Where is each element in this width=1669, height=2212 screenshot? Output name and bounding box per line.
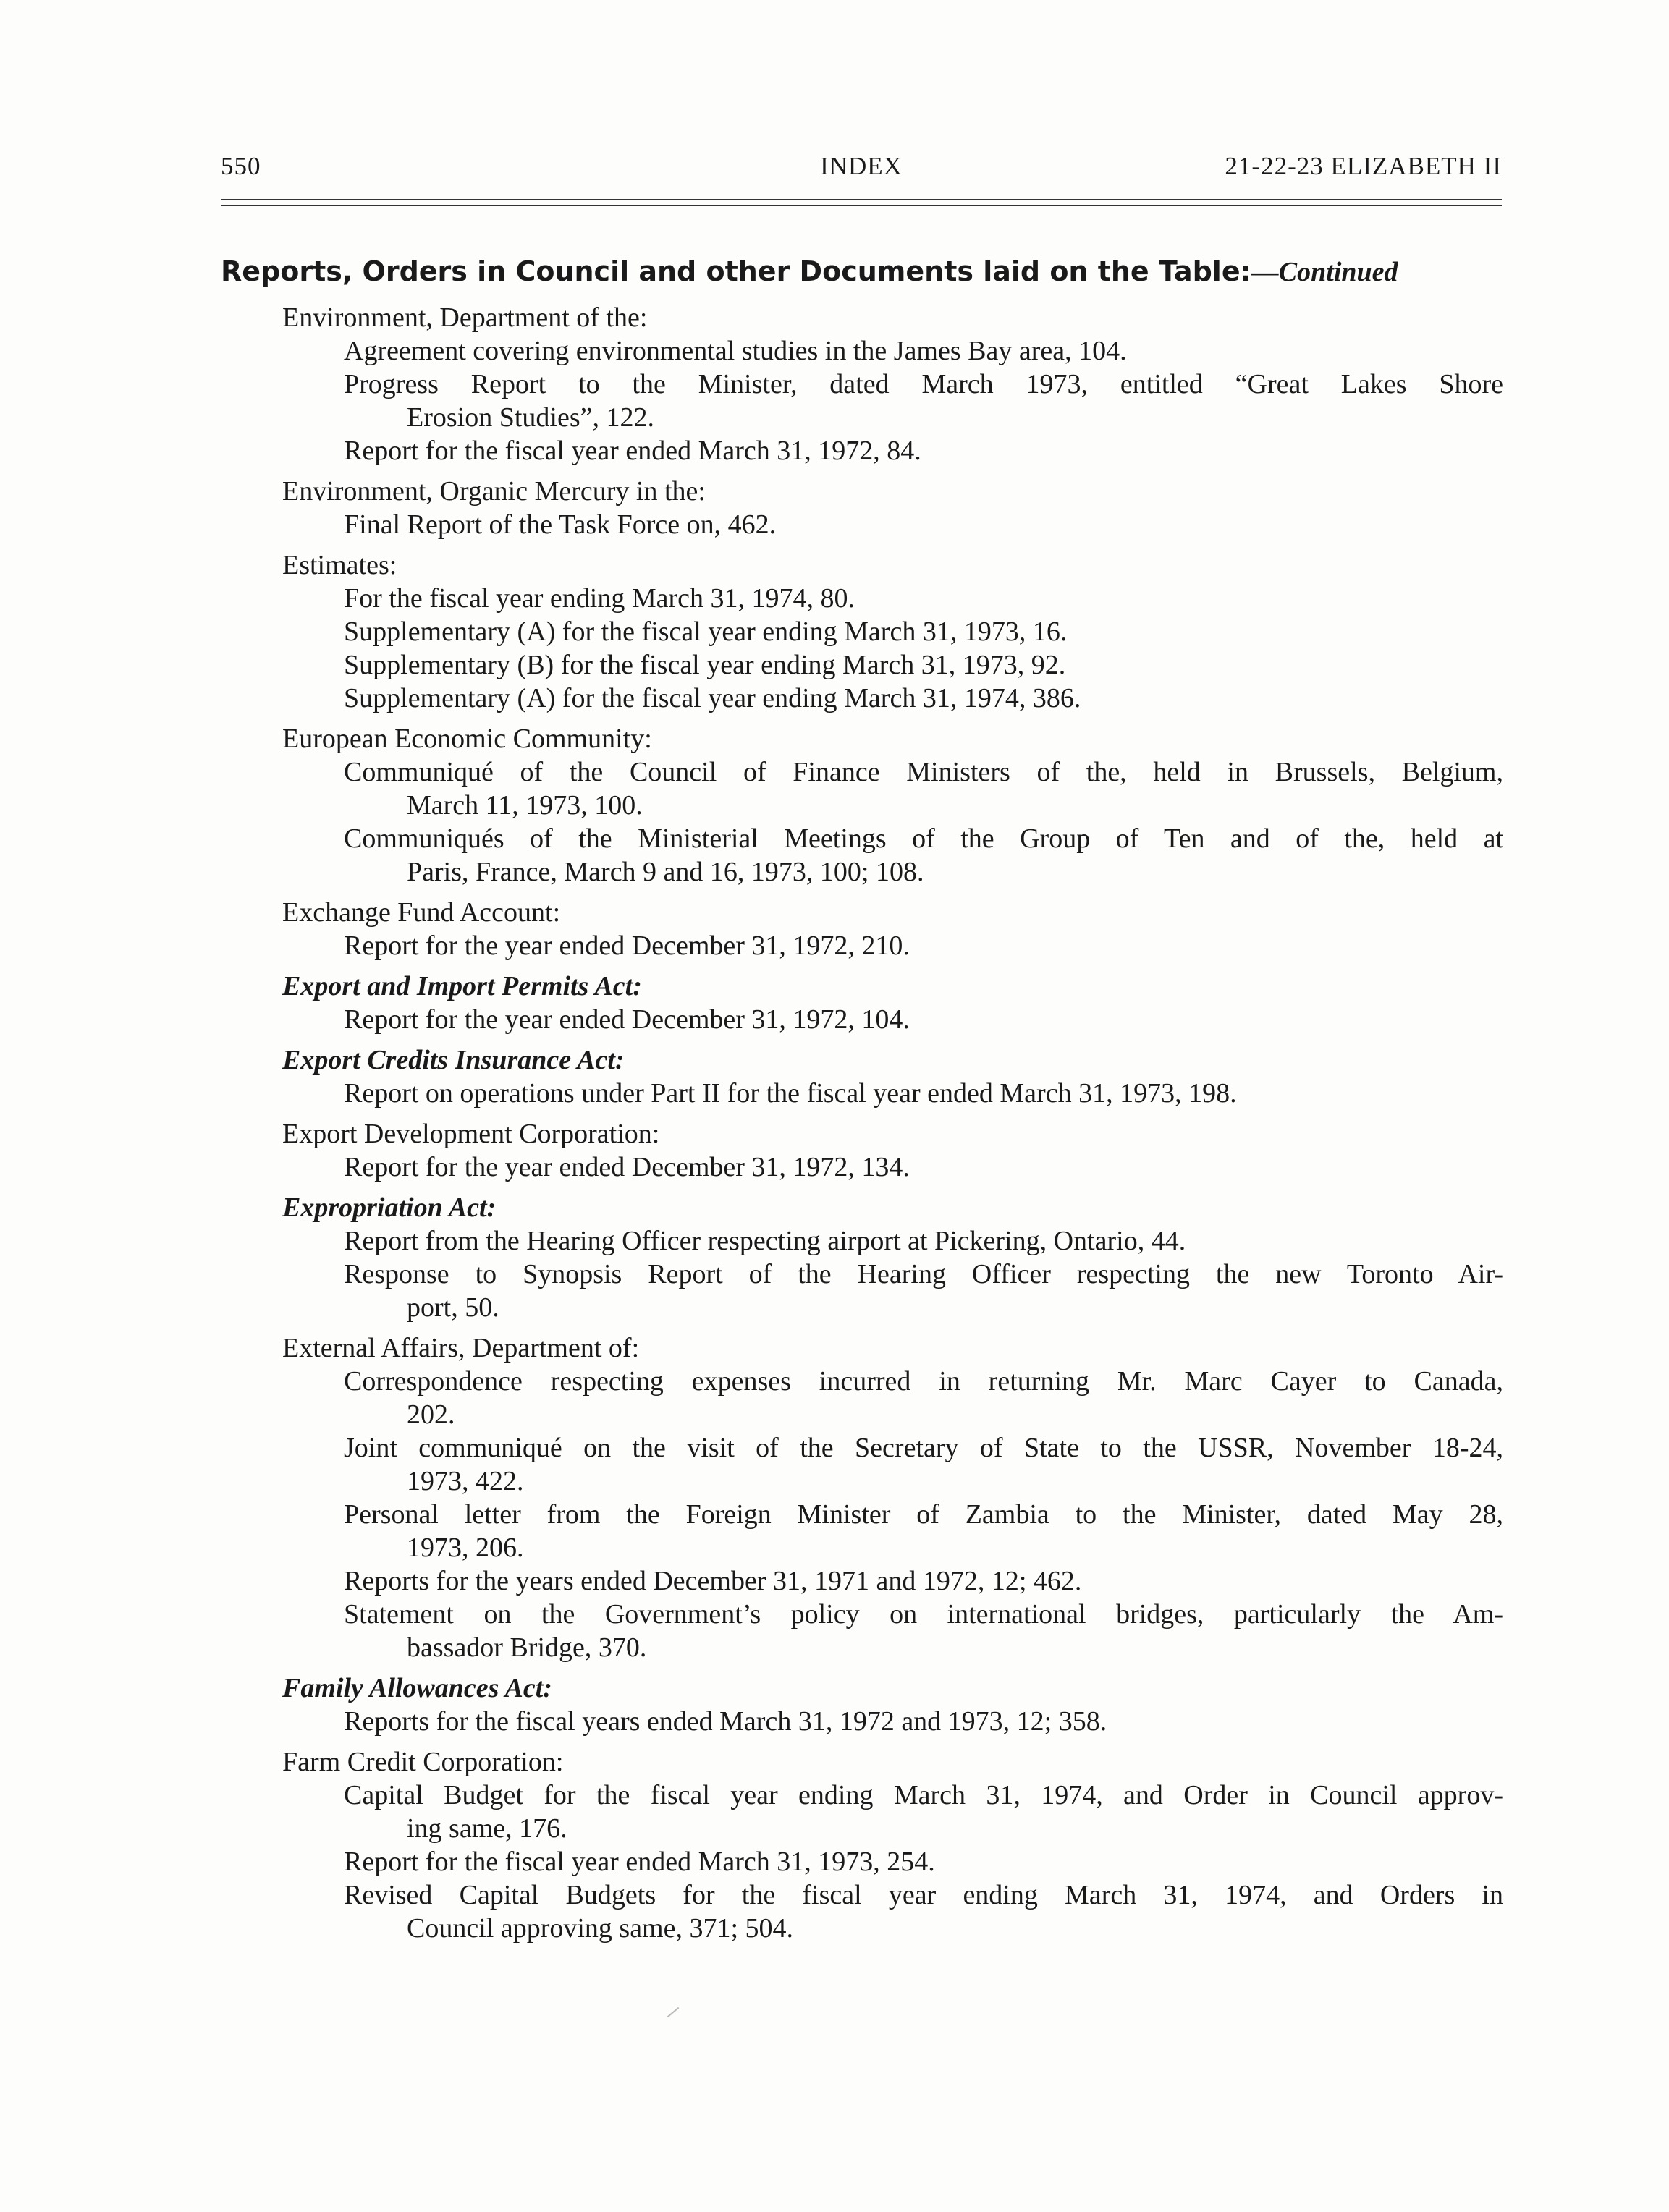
group-title: Environment, Organic Mercury in the: [282, 476, 706, 507]
index-entry [221, 1003, 1509, 1036]
entry-continuation-line: Paris, France, March 9 and 16, 1973, 100; 108. [407, 857, 924, 887]
index-entry [221, 682, 1509, 715]
group-title: Expropriation Act: [282, 1192, 497, 1223]
group-title: Export and Import Permits Act: [282, 971, 642, 1001]
index-content [221, 250, 1509, 1945]
group-title: Exchange Fund Account: [282, 897, 561, 928]
entry-continuation-line: ing same, 176. [407, 1813, 567, 1844]
running-head [221, 152, 1502, 188]
group-title: Farm Credit Corporation: [282, 1747, 564, 1777]
index-group [221, 1331, 1509, 1664]
entry-line: Communiqués of the Ministerial Meetings of the Group of Ten and of the, held at [344, 823, 1503, 854]
index-entry [221, 648, 1509, 682]
group-title: Estimates: [282, 550, 397, 580]
index-group [221, 722, 1509, 889]
index-entry [221, 508, 1509, 541]
index-entry [221, 1365, 1509, 1431]
running-title: INDEX [820, 152, 903, 180]
entry-line: Report from the Hearing Officer respecting airport at Pickering, Ontario, 44. [344, 1226, 1186, 1256]
entry-continuation-line: 202. [407, 1399, 455, 1430]
entry-line: Progress Report to the Minister, dated March 1973, entitled “Great Lakes Shore [344, 369, 1503, 399]
header-rule-bottom [221, 205, 1502, 206]
group-title: Family Allowances Act: [282, 1673, 552, 1703]
index-group [221, 1117, 1509, 1184]
entry-line: Final Report of the Task Force on, 462. [344, 509, 777, 540]
group-title: Environment, Department of the: [282, 302, 648, 333]
section-heading [221, 250, 1509, 294]
index-group [221, 1745, 1509, 1945]
continued-label: —Continued [1251, 257, 1398, 287]
entry-line: Report for the year ended December 31, 1972, 134. [344, 1152, 910, 1182]
entry-line: For the fiscal year ending March 31, 1974, 80. [344, 583, 855, 614]
index-entry [221, 1224, 1509, 1258]
index-entry [221, 582, 1509, 615]
index-entry [221, 1598, 1509, 1664]
section-heading-text: Reports, Orders in Council and other Documents laid on the Table: [221, 255, 1251, 287]
index-group [221, 1191, 1509, 1324]
index-entry [221, 334, 1509, 368]
index-group [221, 970, 1509, 1036]
entry-line: Joint communiqué on the visit of the Secretary of State to the USSR, November 18-24, [344, 1433, 1503, 1463]
index-group [221, 475, 1509, 541]
index-entry [221, 929, 1509, 962]
entry-continuation-line: 1973, 422. [407, 1466, 524, 1496]
entry-line: Communiqué of the Council of Finance Ministers of the, held in Brussels, Belgium, [344, 757, 1503, 787]
index-group [221, 301, 1509, 467]
entry-line: Correspondence respecting expenses incurred in returning Mr. Marc Cayer to Canada, [344, 1366, 1503, 1397]
index-entry [221, 1258, 1509, 1324]
entry-line: Agreement covering environmental studies in the James Bay area, 104. [344, 336, 1127, 366]
index-entry [221, 1498, 1509, 1564]
group-title: European Economic Community: [282, 724, 652, 754]
index-entry [221, 1564, 1509, 1598]
index-entry [221, 1151, 1509, 1184]
page-number: 550 [221, 152, 261, 180]
entry-line: Report for the fiscal year ended March 31, 1972, 84. [344, 436, 921, 466]
index-entry [221, 1077, 1509, 1110]
index-group [221, 548, 1509, 715]
entry-continuation-line: port, 50. [407, 1292, 499, 1323]
entry-continuation-line: March 11, 1973, 100. [407, 790, 643, 821]
entry-line: Statement on the Government’s policy on international bridges, particularly the Am- [344, 1599, 1503, 1630]
index-groups [221, 301, 1509, 1945]
index-entry [221, 1779, 1509, 1845]
header-rule-top [221, 199, 1502, 200]
entry-line: Supplementary (A) for the fiscal year ending March 31, 1973, 16. [344, 616, 1068, 647]
entry-line: Personal letter from the Foreign Minister of Zambia to the Minister, dated May 28, [344, 1499, 1503, 1530]
index-group [221, 1043, 1509, 1110]
stray-mark [667, 2007, 680, 2017]
index-entry [221, 755, 1509, 822]
index-entry [221, 1431, 1509, 1498]
running-reign: 21-22-23 ELIZABETH II [1225, 152, 1502, 180]
index-entry [221, 615, 1509, 648]
group-title: External Affairs, Department of: [282, 1333, 640, 1363]
entry-line: Report for the year ended December 31, 1972, 210. [344, 931, 910, 961]
entry-continuation-line: bassador Bridge, 370. [407, 1632, 647, 1663]
entry-continuation-line: 1973, 206. [407, 1533, 524, 1563]
entry-line: Reports for the years ended December 31, 1971 and 1972, 12; 462. [344, 1566, 1082, 1596]
index-entry [221, 1705, 1509, 1738]
group-title: Export Development Corporation: [282, 1119, 660, 1149]
entry-line: Supplementary (B) for the fiscal year ending March 31, 1973, 92. [344, 650, 1066, 680]
entry-line: Report for the fiscal year ended March 31, 1973, 254. [344, 1847, 935, 1877]
index-entry [221, 1878, 1509, 1945]
entry-line: Response to Synopsis Report of the Hearing Officer respecting the new Toronto Air- [344, 1259, 1503, 1289]
entry-line: Capital Budget for the fiscal year ending March 31, 1974, and Order in Council approv- [344, 1780, 1503, 1810]
index-entry [221, 822, 1509, 889]
index-entry [221, 368, 1509, 434]
entry-line: Report on operations under Part II for the fiscal year ended March 31, 1973, 198. [344, 1078, 1237, 1109]
entry-line: Revised Capital Budgets for the fiscal year ending March 31, 1974, and Orders in [344, 1880, 1503, 1910]
entry-line: Reports for the fiscal years ended March 31, 1972 and 1973, 12; 358. [344, 1706, 1107, 1737]
group-title: Export Credits Insurance Act: [282, 1045, 625, 1075]
index-entry [221, 434, 1509, 467]
entry-continuation-line: Erosion Studies”, 122. [407, 402, 654, 433]
index-group [221, 896, 1509, 962]
index-group [221, 1671, 1509, 1738]
entry-line: Supplementary (A) for the fiscal year ending March 31, 1974, 386. [344, 683, 1081, 713]
entry-line: Report for the year ended December 31, 1972, 104. [344, 1004, 910, 1035]
entry-continuation-line: Council approving same, 371; 504. [407, 1913, 794, 1944]
index-entry [221, 1845, 1509, 1878]
